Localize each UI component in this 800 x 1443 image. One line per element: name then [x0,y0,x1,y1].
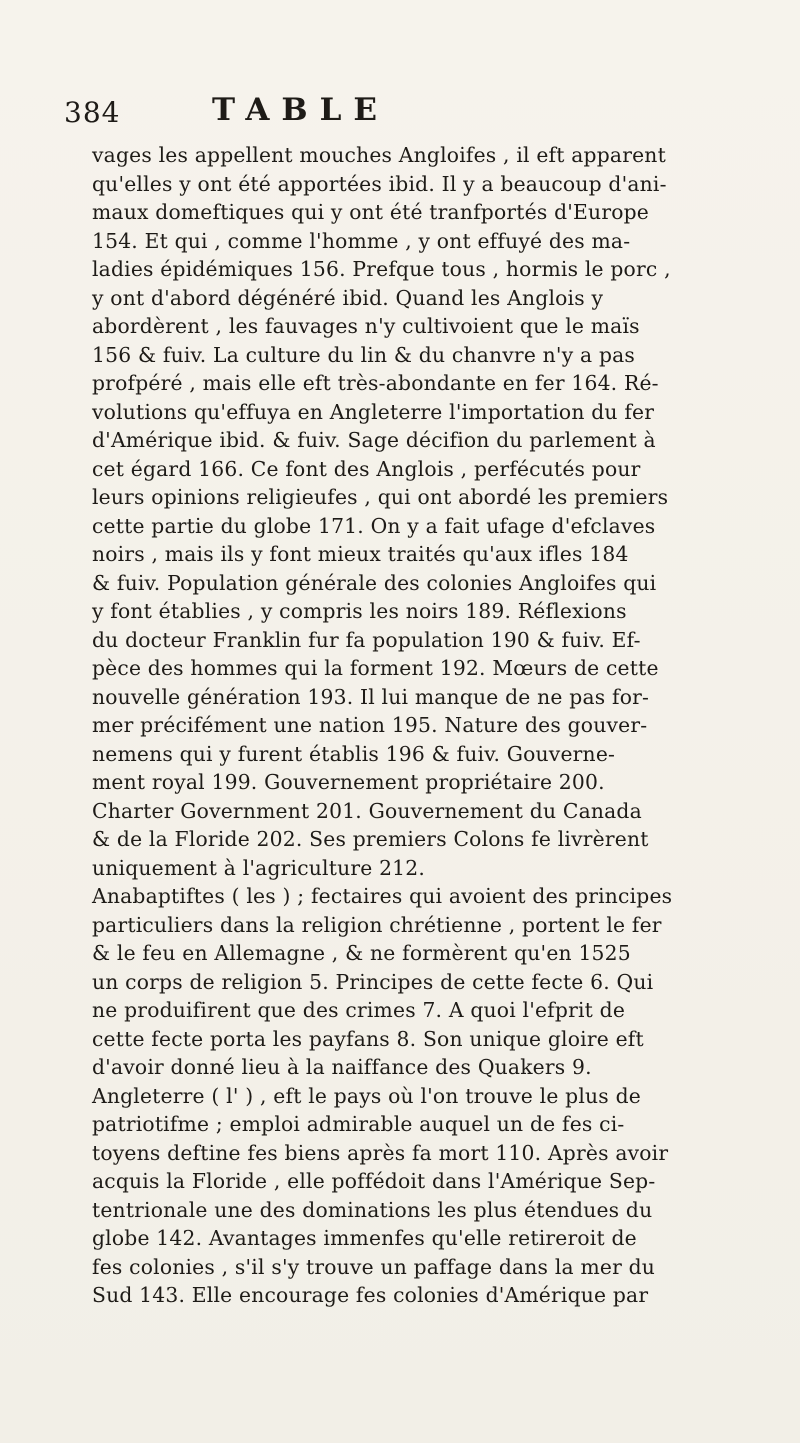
text-line: globe 142. Avantages immenfes qu'elle retireroit de [92,1226,637,1250]
text-line: ment royal 199. Gouvernement propriétaire 200. [92,770,605,794]
text-line: du docteur Franklin fur fa population 190 & fuiv. Ef- [92,627,641,652]
text-line: abordèrent , les fauvages n'y cultivoient que le maïs [92,314,640,338]
text-line: noirs , mais ils y font mieux traités qu'aux ifles 184 [92,542,629,566]
index-text [92,141,796,1310]
text-line: uniquement à l'agriculture 212. [92,855,426,880]
text-line: qu'elles y ont été apportées ibid. Il y a beaucoup d'ani- [92,171,667,196]
text-line: 154. Et qui , comme l'homme , y ont effuyé des ma- [92,228,631,253]
text-line: 156 & fuiv. La culture du lin & du chanvre n'y a pas [92,342,636,367]
text-line: fes colonies , s'il s'y trouve un paffage dans la mer du [92,1254,656,1279]
text-line: & fuiv. Population générale des colonies Angloifes qui [92,570,657,595]
text-line: particuliers dans la religion chrétienne , portent le fer [92,912,662,937]
text-line: un corps de religion 5. Principes de cette fecte 6. Qui [92,969,654,994]
text-line: y font établies , y compris les noirs 189. Réflexions [92,599,627,623]
text-line: & le feu en Allemagne , & ne formèrent qu'en 1525 [92,941,631,965]
running-title: TABLE [212,92,390,128]
text-line: ladies épidémiques 156. Prefque tous , hormis le porc , [92,257,671,281]
text-line: d'Amérique ibid. & fuiv. Sage décifion du parlement à [92,428,656,452]
text-line: d'avoir donné lieu à la naiffance des Quakers 9. [92,1055,592,1079]
text-line: tentrionale une des dominations les plus étendues du [92,1197,653,1222]
text-line: cette fecte porta les payfans 8. Son unique gloire eft [92,1026,644,1051]
text-line: y ont d'abord dégénéré ibid. Quand les Anglois y [92,285,604,310]
text-line: cette partie du globe 171. On y a fait ufage d'efclaves [92,513,656,538]
text-line: acquis la Floride , elle poffédoit dans l'Amérique Sep- [92,1169,656,1193]
text-line: patriotifme ; emploi admirable auquel un de fes ci- [92,1112,625,1136]
text-line: Sud 143. Elle encourage fes colonies d'Amérique par [92,1283,649,1307]
index-entry-angleterre: Angleterre ( l' ) , eft le pays où l'on trouve le plus de [92,1083,641,1108]
text-line: toyens deftine fes biens après fa mort 110. Après avoir [92,1140,669,1165]
text-line: nemens qui y furent établis 196 & fuiv. Gouverne- [92,741,616,766]
text-line: Charter Government 201. Gouvernement du Canada [92,798,642,823]
text-line: volutions qu'effuya en Angleterre l'importation du fer [92,399,655,424]
text-line: pèce des hommes qui la forment 192. Mœurs de cette [92,656,659,680]
text-line: profpéré , mais elle eft très-abondante en fer 164. Ré- [92,371,659,395]
text-line: leurs opinions religieufes , qui ont abordé les premiers [92,485,669,509]
text-line: maux domeftiques qui y ont été tranfportés d'Europe [92,200,650,224]
index-entry-anabaptistes: Anabaptiftes ( les ) ; fectaires qui avoient des principes [92,884,673,908]
text-line: & de la Floride 202. Ses premiers Colons fe livrèrent [92,827,649,851]
text-line: cet égard 166. Ce font des Anglois , perfécutés pour [92,456,641,481]
text-line: mer précifément une nation 195. Nature des gouver- [92,713,648,737]
text-line: nouvelle génération 193. Il lui manque de ne pas for- [92,684,650,709]
text-line: vages les appellent mouches Angloifes , il eft apparent [92,143,666,167]
page-number: 384 [64,96,121,129]
page-header [64,92,764,132]
text-line: ne produifirent que des crimes 7. A quoi l'efprit de [92,998,626,1022]
